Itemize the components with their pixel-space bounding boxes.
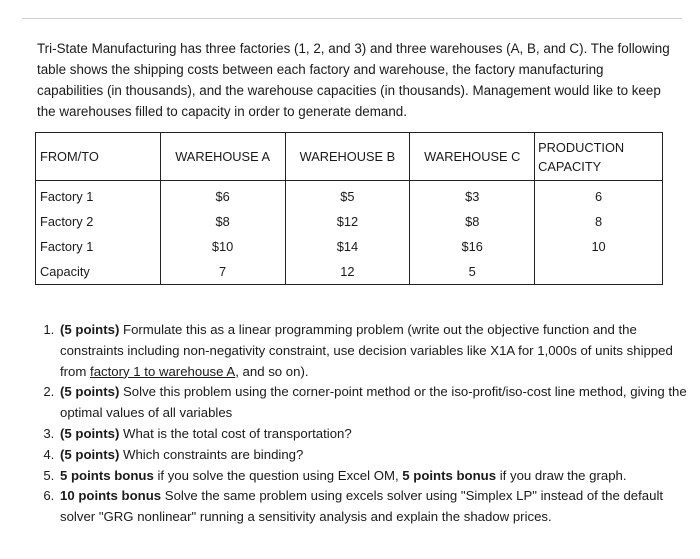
question-points: 5 points bonus [402,467,497,483]
question-text: Solve the same problem using excels solver using "Simplex LP" instead of the default solver "GRG nonlinear" running a sensitivity analysis and explain the shadow prices. [60,488,664,525]
header-production-line1: PRODUCTION [538,139,625,155]
question-text: if you solve the question using Excel OM, [153,467,403,483]
question-text: Formulate this as a linear programming problem (write out the objective function and the constraints including non-negativity constraint, use decision variables like X1A for 1,000s of units shipped from [60,322,673,379]
cell-warehouse-b: 12 [285,259,410,285]
cell-warehouse-b: $14 [285,234,410,259]
question-item [58,320,688,382]
header-warehouse-a: WAREHOUSE A [160,133,285,181]
cell-warehouse-b: $12 [285,209,410,234]
header-warehouse-c: WAREHOUSE C [410,133,535,181]
question-item [58,466,688,487]
row-label: Capacity [36,259,161,285]
question-item [58,445,688,466]
question-text: Solve this problem using the corner-point method or the iso-profit/iso-cost line method, giving the optimal values of all variables [60,384,687,421]
question-item [58,486,688,528]
cell-production: 10 [535,234,663,259]
question-points: (5 points) [60,425,120,441]
cell-production: 6 [535,181,663,210]
cell-warehouse-c: 5 [410,259,535,285]
cell-warehouse-a: $8 [160,209,285,234]
cell-production: 8 [535,209,663,234]
table-row [36,259,663,285]
question-underlined-text: factory 1 to warehouse A [90,363,236,379]
row-label: Factory 2 [36,209,161,234]
table-row [36,234,663,259]
question-points: (5 points) [60,322,120,337]
top-divider [22,18,682,19]
cell-warehouse-a: $10 [160,234,285,259]
table-header-row [36,133,663,181]
header-production-line2: CAPACITY [538,158,602,174]
cell-warehouse-c: $8 [410,209,535,234]
intro-paragraph: Tri-State Manufacturing has three factories (1, 2, and 3) and three warehouses (A, B, and C). The following table shows the shipping costs between each factory and warehouse, the factory manufacturing capabilities (in thousands), and the warehouse capacities (in thousands). Management would like to keep the warehouses filled to capacity in order to generate demand. [37,41,670,119]
question-item [58,382,688,424]
cell-warehouse-a: 7 [160,259,285,285]
question-text: Which constraints are binding? [119,446,304,462]
cell-warehouse-c: $3 [410,181,535,210]
table-row [36,209,663,234]
cell-warehouse-b: $5 [285,181,410,210]
question-text: if you draw the graph. [496,467,627,483]
shipping-cost-table [35,132,663,285]
question-list [37,320,688,528]
cell-warehouse-c: $16 [410,234,535,259]
question-points: 10 points bonus [60,488,162,504]
question-item [58,424,688,445]
question-points: 5 points bonus [60,467,154,483]
header-from-to: FROM/TO [36,133,161,181]
header-warehouse-b: WAREHOUSE B [285,133,410,181]
cell-warehouse-a: $6 [160,181,285,210]
question-text: What is the total cost of transportation? [119,425,352,441]
header-production-capacity [535,133,663,181]
table-row [36,181,663,210]
row-label: Factory 1 [36,234,161,259]
question-points: (5 points) [60,446,120,462]
row-label: Factory 1 [36,181,161,210]
cell-production [535,259,663,285]
question-text: , and so on). [235,363,309,379]
question-points: (5 points) [60,384,120,400]
